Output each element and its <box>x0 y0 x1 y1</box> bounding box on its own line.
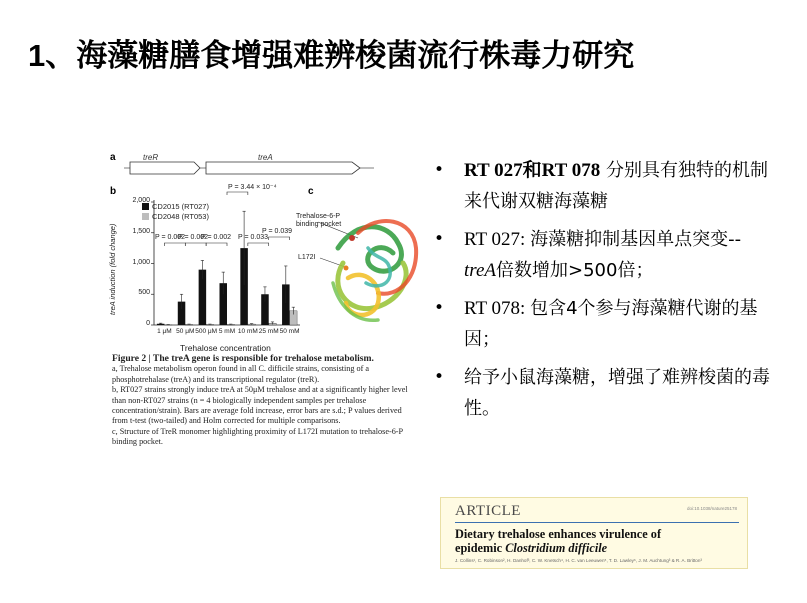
y-tick-label: 500 <box>138 289 150 297</box>
bullet-text: 包含4个参与海藻糖代谢的基因； <box>464 298 758 350</box>
y-tick-label: 0 <box>146 320 150 327</box>
significance-bracket <box>227 192 248 195</box>
significance-bracket <box>206 243 227 246</box>
p-value-4: P = 0.033 <box>238 234 269 241</box>
bullet-item <box>428 362 773 424</box>
x-tick-label: 50 mM <box>279 328 300 335</box>
significance-bracket <box>248 243 269 246</box>
bullet-item <box>428 293 773 355</box>
title-number: 1 <box>28 38 46 73</box>
y-tick-label: 1,000 <box>132 258 150 266</box>
bullet-list <box>428 155 773 431</box>
bullet-text-latin: RT 027: <box>464 229 531 250</box>
gene-label-treA: treA <box>258 153 273 162</box>
y-tick-label: 2,000 <box>132 197 150 204</box>
caption-b: b, RT027 strains strongly induce treA at 50μM trehalose and at a significantly higher level than non-RT027 strains (n = 4 biologically independent samples per trehalose concentration/strain). Bars are average fold increase, error bars are s.d.; P values derived from t-test (two-tailed) and Holm corrected for multiple comparisons. <box>112 385 408 426</box>
bullet-text: 海藻糖抑制基因单点突变-- <box>530 229 742 250</box>
bullet-dot: • <box>434 229 445 249</box>
x-tick-label: 1 μM <box>157 328 172 335</box>
p-value-5: P = 0.039 <box>262 228 293 235</box>
chart-x-label: Trehalose concentration <box>180 343 271 353</box>
significance-bracket <box>269 237 290 240</box>
bar-chart <box>110 150 310 350</box>
figure-caption <box>112 354 418 448</box>
p-value-2: P = 0.002 <box>178 234 209 241</box>
article-divider <box>455 522 739 523</box>
mutation-label: L172I <box>298 254 316 261</box>
p-value-1: P = 0.002 <box>155 234 186 241</box>
significance-bracket <box>185 243 206 246</box>
x-tick-label: 500 μM <box>195 328 218 335</box>
bullet-text-latin: RT 078: <box>464 298 531 319</box>
headline-species: Clostridium difficile <box>505 540 608 555</box>
x-tick-label: 5 mM <box>218 328 236 335</box>
bullet-dot: • <box>434 160 445 180</box>
title-text: 、海藻糖膳食增强难辨梭菌流行株毒力研究 <box>45 38 635 74</box>
protein-structure-image <box>318 208 422 328</box>
article-doi: doi:10.1038/nature25178 <box>686 506 737 511</box>
panel-a-letter: a <box>110 152 116 163</box>
significance-bracket <box>164 243 185 246</box>
headline-line-1: Dietary trehalose enhances virulence of <box>455 527 662 541</box>
article-headline <box>455 528 747 555</box>
bullet-item <box>428 155 773 217</box>
x-tick-label: 25 mM <box>258 328 279 335</box>
caption-title: Figure 2 | The treA gene is responsible for trehalose metabolism. <box>112 353 374 364</box>
panel-c-letter: c <box>308 186 314 197</box>
legend-label-rt053: CD2048 (RT053) <box>152 212 209 221</box>
x-tick-label: 10 mM <box>237 328 258 335</box>
bullet-text: 分别具有独特的机制来代谢双糖海藻糖 <box>464 160 769 212</box>
legend-label-rt027: CD2015 (RT027) <box>152 202 209 211</box>
bullet-dot: • <box>434 298 445 318</box>
bullet-dot: • <box>434 367 445 387</box>
bullet-text-bold: RT 027和RT 078 <box>464 160 601 181</box>
caption-a: a, Trehalose metabolism operon found in all C. difficile strains, consisting of a phosphotrehalase (treA) and its transcriptional regulator (treR). <box>112 364 370 384</box>
bullet-text-italic: treA <box>464 260 497 281</box>
pocket-label-1: Trehalose-6-P <box>296 213 341 220</box>
gene-label-treR: treR <box>143 153 159 162</box>
chart-y-label: treA induction (fold change) <box>108 223 117 315</box>
article-label: ARTICLE <box>455 503 521 519</box>
caption-c: c, Structure of TreR monomer highlighting proximity of L172I mutation to trehalose-6-P binding pocket. <box>112 426 403 447</box>
bullet-item <box>428 224 773 286</box>
bullet-text: 给予小鼠海藻糖，增强了难辨梭菌的毒性。 <box>464 367 770 419</box>
article-reference-card <box>440 497 748 569</box>
pocket-label-2: binding pocket <box>296 221 342 228</box>
p-value-top: P = 3.44 × 10⁻⁴ <box>228 184 277 191</box>
panel-b-letter: b <box>110 186 117 197</box>
headline-line-2: epidemic <box>455 540 506 555</box>
article-authors: J. Collins¹, C. Robinson², H. Danhof³, C. W. Knetsch⁴, H. C. van Leeuwen⁵, T. D. Lawley⁶, J. M. Auchtung³ & R. A. Britton³ <box>455 558 702 563</box>
x-tick-label: 50 μM <box>176 328 195 335</box>
bullet-text: 倍数增加>500倍； <box>496 260 654 281</box>
p-value-3: P = 0.002 <box>201 234 232 241</box>
y-tick-label: 1,500 <box>132 227 150 235</box>
slide-title <box>28 30 788 75</box>
